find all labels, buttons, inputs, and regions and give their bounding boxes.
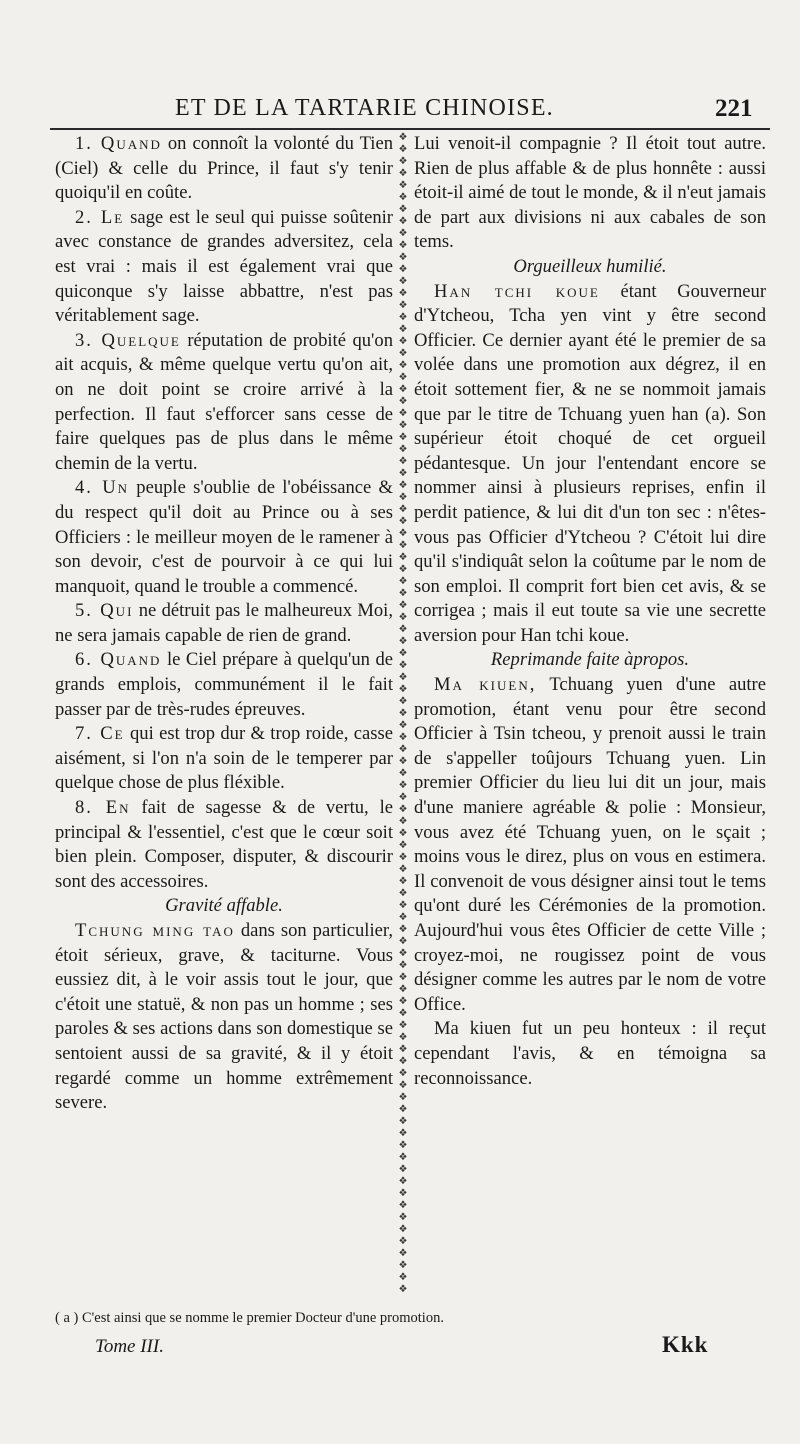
fleuron-ornament: ❖ <box>398 936 408 947</box>
fleuron-ornament: ❖ <box>398 672 408 683</box>
fleuron-ornament: ❖ <box>398 1056 408 1067</box>
fleuron-ornament: ❖ <box>398 1104 408 1115</box>
fleuron-ornament: ❖ <box>398 972 408 983</box>
fleuron-ornament: ❖ <box>398 444 408 455</box>
fleuron-ornament: ❖ <box>398 516 408 527</box>
fleuron-ornament: ❖ <box>398 648 408 659</box>
story-lead: Tchung ming tao <box>75 920 235 941</box>
maxim-lead: 6. Quand <box>75 649 162 671</box>
fleuron-ornament: ❖ <box>398 900 408 911</box>
story-lead: Ma kiuen, <box>434 674 537 696</box>
maxim-lead: 3. Quelque <box>75 329 181 351</box>
fleuron-ornament: ❖ <box>398 1188 408 1199</box>
fleuron-ornament: ❖ <box>398 204 408 215</box>
fleuron-ornament: ❖ <box>398 492 408 503</box>
fleuron-ornament: ❖ <box>398 216 408 227</box>
fleuron-ornament: ❖ <box>398 948 408 959</box>
fleuron-ornament: ❖ <box>398 456 408 467</box>
fleuron-ornament: ❖ <box>398 408 408 419</box>
fleuron-ornament: ❖ <box>398 1032 408 1043</box>
fleuron-ornament: ❖ <box>398 504 408 515</box>
fleuron-ornament: ❖ <box>398 1152 408 1163</box>
fleuron-ornament: ❖ <box>398 312 408 323</box>
fleuron-ornament: ❖ <box>398 156 408 167</box>
maxim-text: qui est trop dur & trop roide, casse aisément, si l'on n'a soin de le temperer par quelque chose de plus fléxible. <box>55 723 394 794</box>
maxim-7 <box>55 722 393 796</box>
maxim-text: ne détruit pas le malheureux Moi, ne sera jamais capable de rien de grand. <box>55 600 393 646</box>
fleuron-ornament: ❖ <box>398 420 408 431</box>
fleuron-ornament: ❖ <box>398 540 408 551</box>
fleuron-ornament: ❖ <box>398 324 408 335</box>
maxim-lead: 5. Qui <box>75 600 134 622</box>
fleuron-ornament: ❖ <box>398 600 408 611</box>
column-ornament-divider <box>397 132 409 1302</box>
maxim-3 <box>55 329 393 477</box>
fleuron-ornament: ❖ <box>398 384 408 395</box>
fleuron-ornament: ❖ <box>398 1200 408 1211</box>
fleuron-ornament: ❖ <box>398 1068 408 1079</box>
maxim-text: le Ciel prépare à quelqu'un de grands emplois, communément il le fait passer par de très-rudes épreuves. <box>55 649 393 720</box>
fleuron-ornament: ❖ <box>398 828 408 839</box>
fleuron-ornament: ❖ <box>398 264 408 275</box>
fleuron-ornament: ❖ <box>398 684 408 695</box>
fleuron-ornament: ❖ <box>398 864 408 875</box>
fleuron-ornament: ❖ <box>398 624 408 635</box>
fleuron-ornament: ❖ <box>398 756 408 767</box>
maxim-lead: 7. Ce <box>75 723 125 745</box>
fleuron-ornament: ❖ <box>398 168 408 179</box>
fleuron-ornament: ❖ <box>398 744 408 755</box>
story-paragraph <box>55 919 393 1116</box>
fleuron-ornament: ❖ <box>398 588 408 599</box>
fleuron-ornament: ❖ <box>398 1128 408 1139</box>
fleuron-ornament: ❖ <box>398 528 408 539</box>
fleuron-ornament: ❖ <box>398 396 408 407</box>
fleuron-ornament: ❖ <box>398 480 408 491</box>
running-head: ET DE LA TARTARIE CHINOISE. <box>175 95 554 121</box>
maxim-lead: 8. En <box>75 797 131 819</box>
page-footer <box>95 1332 735 1366</box>
maxim-8 <box>55 796 393 894</box>
maxim-text: réputation de probité qu'on ait acquis, & même quelque vertu qu'on ait, on ne doit point se croire arrivé à la perfection. Il faut s'efforcer sans cesse de faire quelques pas de plus dans le même chemin de la vertu. <box>55 329 393 474</box>
fleuron-ornament: ❖ <box>398 288 408 299</box>
fleuron-ornament: ❖ <box>398 912 408 923</box>
fleuron-ornament: ❖ <box>398 1140 408 1151</box>
fleuron-ornament: ❖ <box>398 840 408 851</box>
fleuron-ornament: ❖ <box>398 816 408 827</box>
fleuron-ornament: ❖ <box>398 336 408 347</box>
fleuron-ornament: ❖ <box>398 1248 408 1259</box>
maxim-lead: 2. Le <box>75 206 125 228</box>
right-column <box>414 132 766 1091</box>
fleuron-ornament: ❖ <box>398 924 408 935</box>
fleuron-ornament: ❖ <box>398 960 408 971</box>
volume-label: Tome III. <box>95 1336 164 1357</box>
maxim-1 <box>55 132 393 206</box>
continuation-paragraph: Lui venoit-il compagnie ? Il étoit tout autre. Rien de plus affable & de plus honnête : aussi étoit-il aimé de tout le monde, & il n'eut jamais de part aux divisions ni aux cabales de son tems. <box>414 133 766 253</box>
maxim-lead: 4. Un <box>75 477 130 499</box>
fleuron-ornament: ❖ <box>398 1212 408 1223</box>
fleuron-ornament: ❖ <box>398 876 408 887</box>
maxim-text: peuple s'oublie de l'obéissance & du respect qu'il doit au Prince ou à ses Officiers : le meilleur moyen de le ramener à son devoir, c'est de pourvoir à ce qui lui manquoit, quand le trouble a commencé. <box>55 477 393 597</box>
fleuron-ornament: ❖ <box>398 576 408 587</box>
fleuron-ornament: ❖ <box>398 612 408 623</box>
closing-paragraph: Ma kiuen fut un peu honteux : il reçut cependant l'avis, & en témoigna sa reconnoissance. <box>414 1018 766 1089</box>
maxim-6 <box>55 648 393 722</box>
fleuron-ornament: ❖ <box>398 1044 408 1055</box>
fleuron-ornament: ❖ <box>398 1272 408 1283</box>
maxim-lead: 1. Quand <box>75 133 162 154</box>
maxim-text: sage est le seul qui puisse soûtenir avec constance de grandes adversitez, cela est vrai : mais il est également vrai que quiconque s'y laisse abbattre, n'est pas véritablement sage. <box>55 206 393 327</box>
maxim-text: fait de sagesse & de vertu, le principal & l'essentiel, c'est que le cœur soit bien plein. Composer, disputer, & discourir sont des accessoires. <box>55 797 393 892</box>
fleuron-ornament: ❖ <box>398 852 408 863</box>
fleuron-ornament: ❖ <box>398 180 408 191</box>
fleuron-ornament: ❖ <box>398 996 408 1007</box>
section-heading: Reprimande faite àpropos. <box>490 649 690 671</box>
fleuron-ornament: ❖ <box>398 240 408 251</box>
fleuron-ornament: ❖ <box>398 888 408 899</box>
page-number: 221 <box>715 95 753 122</box>
fleuron-ornament: ❖ <box>398 1080 408 1091</box>
fleuron-ornament: ❖ <box>398 1236 408 1247</box>
fleuron-ornament: ❖ <box>398 804 408 815</box>
fleuron-ornament: ❖ <box>398 708 408 719</box>
signature-mark: Kkk <box>662 1332 709 1357</box>
maxim-text: on connoît la volonté du Tien (Ciel) & celle du Prince, il faut s'y tenir quoiqu'il en coûte. <box>55 133 393 204</box>
fleuron-ornament: ❖ <box>398 768 408 779</box>
fleuron-ornament: ❖ <box>398 1008 408 1019</box>
story-lead: Han tchi koue <box>434 280 600 302</box>
story-text: dans son particulier, étoit sérieux, grave, & taciturne. Vous eussiez dit, à le voir assis tout le jour, que c'étoit une statuë, & non pas un homme ; ses paroles & ses actions dans son domestique se sentoient aussi de sa gravité, & il y étoit regardé comme un homme extrêmement severe. <box>55 920 393 1114</box>
fleuron-ornament: ❖ <box>398 720 408 731</box>
fleuron-ornament: ❖ <box>398 792 408 803</box>
fleuron-ornament: ❖ <box>398 1284 408 1295</box>
fleuron-ornament: ❖ <box>398 732 408 743</box>
fleuron-ornament: ❖ <box>398 132 408 143</box>
footnote: ( a ) C'est ainsi que se nomme le premier Docteur d'une promotion. <box>55 1310 444 1326</box>
fleuron-ornament: ❖ <box>398 432 408 443</box>
fleuron-ornament: ❖ <box>398 552 408 563</box>
fleuron-ornament: ❖ <box>398 564 408 575</box>
fleuron-ornament: ❖ <box>398 348 408 359</box>
fleuron-ornament: ❖ <box>398 360 408 371</box>
fleuron-ornament: ❖ <box>398 780 408 791</box>
fleuron-ornament: ❖ <box>398 252 408 263</box>
fleuron-ornament: ❖ <box>398 1092 408 1103</box>
fleuron-ornament: ❖ <box>398 1224 408 1235</box>
fleuron-ornament: ❖ <box>398 372 408 383</box>
maxim-4 <box>55 476 393 599</box>
fleuron-ornament: ❖ <box>398 660 408 671</box>
story-text: étant Gouverneur d'Ytcheou, Tcha yen vint y être second Officier. Ce dernier ayant été le premier de sa volée dans une promotion aux dégrez, il en étoit sottement fier, & ne se nommoit jamais que par le titre de Tchuang yuen han (a). Son supérieur étoit choqué de cet orgueil pédantesque. Un jour l'entendant encore se nommer ainsi à plusieurs reprises, enfin il perdit patience, & lui dit d'un ton sec : n'êtes-vous pas Officier d'Ytcheou ? C'étoit lui dire qu'il s'indiquât selon la coûtume par le nom de son emploi. Il comprit fort bien cet avis, & se corrigea ; mais il eut toute sa vie une secrette aversion pour Han tchi koue. <box>414 280 767 646</box>
story-paragraph <box>414 280 766 649</box>
fleuron-ornament: ❖ <box>398 984 408 995</box>
maxim-5 <box>55 599 393 648</box>
story-text: Tchuang yuen d'une autre promotion, étant venu pour être second Officier à Tsin tcheou, y prenoit aussi le train de s'appeller toûjours Tchuang yuen. Lin premier Officier du lieu lui dit un jour, mais d'une maniere agréable & polie : Monsieur, vous avez été Tchuang yuen, on le sçait ; moins vous le direz, plus on vous en estimera. Il convenoit de vous désigner ainsi tout le tems qu'ont duré les Cérémonies de la promotion. Aujourd'hui vous êtes Officier de cette Ville ; croyez-moi, ne rougissez point de vous désigner comme les autres par le nom de votre Office. <box>414 674 766 1015</box>
fleuron-ornament: ❖ <box>398 1164 408 1175</box>
fleuron-ornament: ❖ <box>398 1116 408 1127</box>
fleuron-ornament: ❖ <box>398 192 408 203</box>
fleuron-ornament: ❖ <box>398 1260 408 1271</box>
page-header <box>0 95 800 127</box>
fleuron-ornament: ❖ <box>398 1176 408 1187</box>
fleuron-ornament: ❖ <box>398 300 408 311</box>
fleuron-ornament: ❖ <box>398 468 408 479</box>
fleuron-ornament: ❖ <box>398 1020 408 1031</box>
section-heading: Gravité affable. <box>165 895 283 917</box>
fleuron-ornament: ❖ <box>398 276 408 287</box>
maxim-2 <box>55 206 393 329</box>
fleuron-ornament: ❖ <box>398 696 408 707</box>
left-column <box>55 132 393 1116</box>
section-heading: Orgueilleux humilié. <box>513 255 667 277</box>
story-paragraph <box>414 673 766 1017</box>
header-rule <box>50 128 770 130</box>
fleuron-ornament: ❖ <box>398 636 408 647</box>
fleuron-ornament: ❖ <box>398 228 408 239</box>
fleuron-ornament: ❖ <box>398 144 408 155</box>
